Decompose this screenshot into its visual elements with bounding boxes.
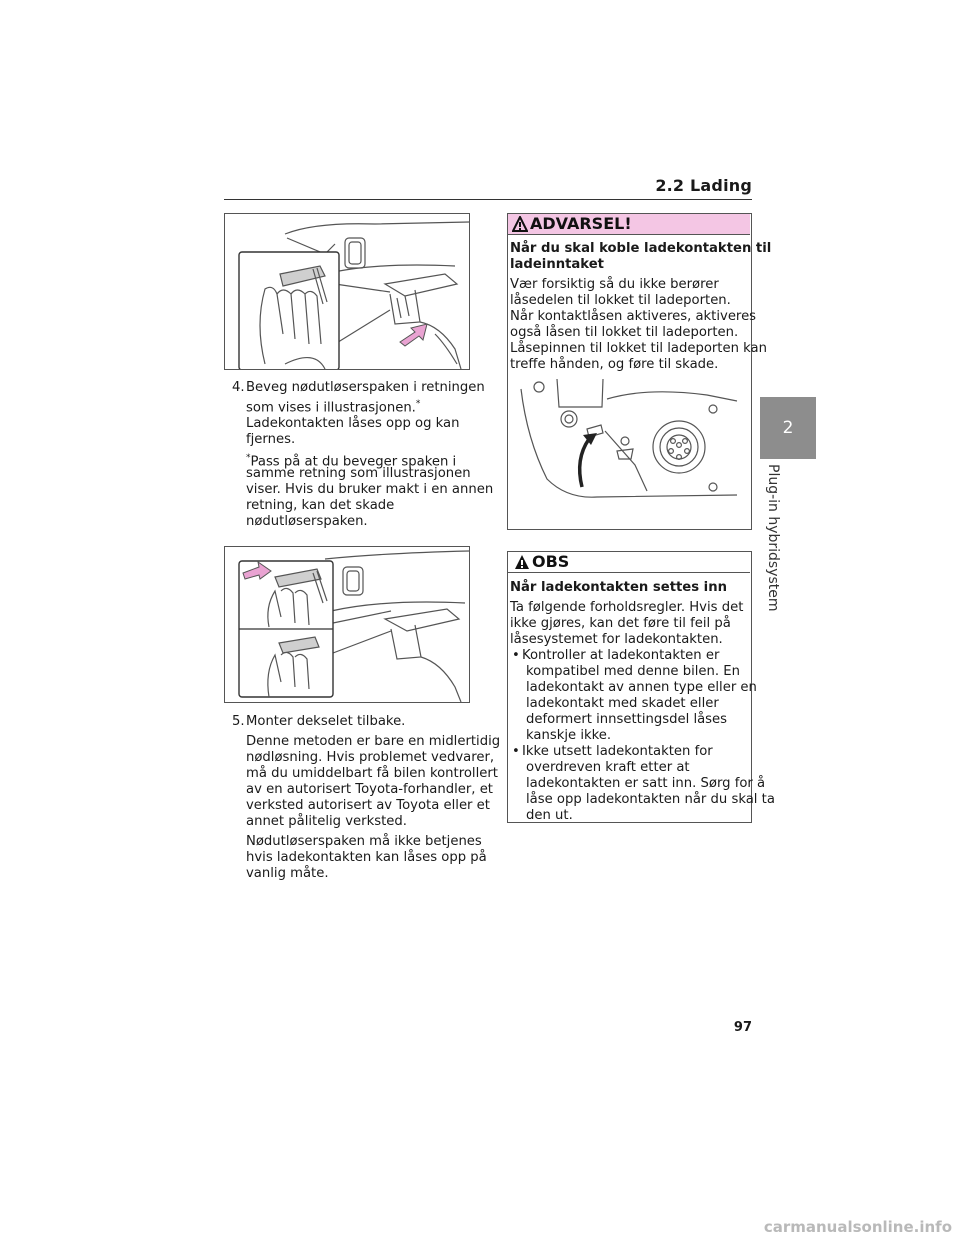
- notice-bullet-1: ladekontakt av annen type eller en: [526, 680, 757, 695]
- notice-bullet-2: den ut.: [526, 808, 573, 823]
- notice-title: OBS: [532, 552, 570, 571]
- notice-bullet-2: låse opp ladekontakten når du skal ta: [526, 792, 775, 807]
- notice-bullet-1: Kontroller at ladekontakten er: [522, 648, 720, 663]
- bullet-icon: •: [512, 648, 520, 663]
- notice-text: ikke gjøres, kan det føre til feil på: [510, 616, 731, 631]
- warning-text: Når kontaktlåsen aktiveres, aktiveres: [510, 309, 757, 324]
- step-4-note: nødutløserspaken.: [246, 514, 368, 529]
- watermark: carmanualsonline.info: [763, 1218, 952, 1236]
- step-5-note: Denne metoden er bare en midlertidig: [246, 734, 501, 749]
- illustration-release-lever-pull: [224, 213, 470, 370]
- step-4-note: *Pass på at du beveger spaken i: [246, 453, 457, 470]
- step-4-text: Beveg nødutløserspaken i retningen: [246, 380, 485, 395]
- notice-bullet-2: ladekontakten er satt inn. Sørg for å: [526, 776, 766, 791]
- step-5-note: annet pålitelig verksted.: [246, 814, 407, 829]
- warning-text: også låsen til lokket til ladeporten.: [510, 325, 739, 340]
- notice-bullet-1: kanskje ikke.: [526, 728, 612, 743]
- notice-bullet-1: ladekontakt med skadet eller: [526, 696, 719, 711]
- chapter-number: 2: [782, 418, 794, 438]
- step-5-caution: vanlig måte.: [246, 866, 329, 881]
- warning-icon: [512, 216, 528, 236]
- notice-bullet-1: deformert innsettingsdel låses: [526, 712, 728, 727]
- step-5-note: verksted autorisert av Toyota eller et: [246, 798, 490, 813]
- step-5-caution: Nødutløserspaken må ikke betjenes: [246, 834, 482, 849]
- notice-icon: [514, 554, 530, 574]
- step-4-number: 4.: [232, 380, 245, 395]
- header-divider: [224, 199, 752, 200]
- step-5-note: nødløsning. Hvis problemet vedvarer,: [246, 750, 495, 765]
- notice-text: låsesystemet for ladekontakten.: [510, 632, 723, 647]
- warning-text: Låsepinnen til lokket til ladeporten kan: [510, 341, 767, 356]
- illustration-charging-inlet: [507, 379, 750, 527]
- step-4-note: retning, kan det skade: [246, 498, 395, 513]
- step-4-text: som vises i illustrasjonen.*: [246, 399, 421, 416]
- illustration-release-lever-reset: [224, 546, 470, 703]
- step-5-text: Monter dekselet tilbake.: [246, 714, 406, 729]
- bullet-icon: •: [512, 744, 520, 759]
- section-title: 2.2 Lading: [655, 176, 752, 195]
- page-number: 97: [733, 1020, 752, 1035]
- chapter-label: Plug-in hybridsystem: [765, 464, 781, 612]
- step-5-number: 5.: [232, 714, 245, 729]
- warning-subtitle: Når du skal koble ladekontakten til: [510, 241, 772, 256]
- warning-text: Vær forsiktig så du ikke berører: [510, 277, 719, 292]
- step-5-caution: hvis ladekontakten kan låses opp på: [246, 850, 487, 865]
- step-4-note: samme retning som illustrasjonen: [246, 466, 471, 481]
- warning-subtitle: ladeinntaket: [510, 257, 604, 272]
- notice-bullet-2: overdreven kraft etter at: [526, 760, 690, 775]
- step-5-note: av en autorisert Toyota-forhandler, et: [246, 782, 493, 797]
- step-4-result: fjernes.: [246, 432, 296, 447]
- notice-subtitle: Når ladekontakten settes inn: [510, 580, 727, 595]
- notice-bullet-1: kompatibel med denne bilen. En: [526, 664, 740, 679]
- warning-title: ADVARSEL!: [530, 214, 632, 233]
- notice-text: Ta følgende forholdsregler. Hvis det: [510, 600, 744, 615]
- warning-text: treffe hånden, og føre til skade.: [510, 357, 719, 372]
- warning-text: låsedelen til lokket til ladeporten.: [510, 293, 731, 308]
- notice-bullet-2: Ikke utsett ladekontakten for: [522, 744, 713, 759]
- step-5-note: må du umiddelbart få bilen kontrollert: [246, 766, 498, 781]
- step-4-result: Ladekontakten låses opp og kan: [246, 416, 460, 431]
- step-4-note: viser. Hvis du bruker makt i en annen: [246, 482, 494, 497]
